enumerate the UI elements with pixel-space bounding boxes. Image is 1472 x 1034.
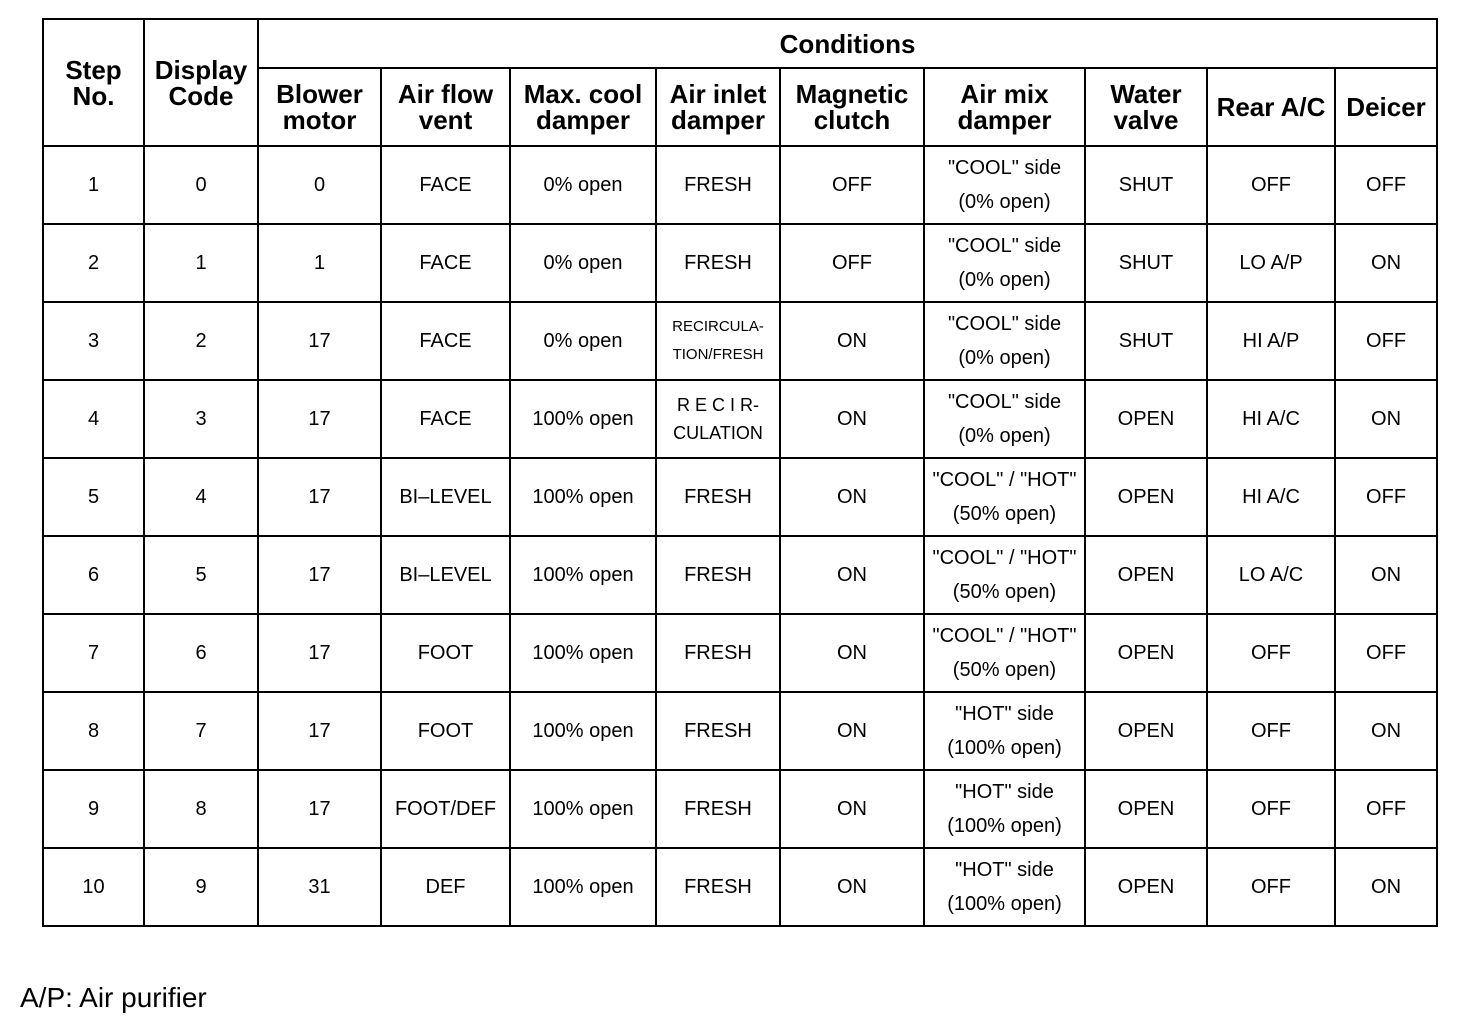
- cell-air-mix-damper: "HOT" side (100% open): [924, 848, 1085, 926]
- cell-air-inlet-damper: FRESH: [656, 536, 780, 614]
- cell-blower-motor: 0: [258, 146, 381, 224]
- cell-step: 3: [43, 302, 144, 380]
- cell-deicer: OFF: [1335, 146, 1437, 224]
- cell-air-mix-damper: "HOT" side (100% open): [924, 770, 1085, 848]
- cell-rear-ac: OFF: [1207, 692, 1335, 770]
- cell-magnetic-clutch: ON: [780, 380, 924, 458]
- cell-water-valve: SHUT: [1085, 146, 1207, 224]
- cell-magnetic-clutch: ON: [780, 692, 924, 770]
- cell-display-code: 2: [144, 302, 258, 380]
- cell-max-cool-damper: 100% open: [510, 380, 656, 458]
- cell-max-cool-damper: 0% open: [510, 224, 656, 302]
- header-magnetic-clutch: Magnetic clutch: [780, 68, 924, 146]
- cell-max-cool-damper: 0% open: [510, 302, 656, 380]
- cell-magnetic-clutch: ON: [780, 536, 924, 614]
- cell-air-inlet-damper: R E C I R- CULATION: [656, 380, 780, 458]
- cell-air-mix-damper: "COOL" / "HOT" (50% open): [924, 614, 1085, 692]
- cell-blower-motor: 31: [258, 848, 381, 926]
- cell-deicer: ON: [1335, 224, 1437, 302]
- table-row: [43, 302, 1437, 380]
- table-row: [43, 458, 1437, 536]
- cell-rear-ac: HI A/P: [1207, 302, 1335, 380]
- cell-air-inlet-damper: FRESH: [656, 692, 780, 770]
- table-row: [43, 848, 1437, 926]
- cell-deicer: OFF: [1335, 770, 1437, 848]
- cell-rear-ac: OFF: [1207, 614, 1335, 692]
- header-rear-ac: Rear A/C: [1207, 68, 1335, 146]
- cell-blower-motor: 17: [258, 536, 381, 614]
- cell-display-code: 6: [144, 614, 258, 692]
- cell-magnetic-clutch: ON: [780, 458, 924, 536]
- cell-deicer: OFF: [1335, 458, 1437, 536]
- cell-rear-ac: OFF: [1207, 146, 1335, 224]
- cell-air-mix-damper: "COOL" / "HOT" (50% open): [924, 458, 1085, 536]
- cell-deicer: ON: [1335, 380, 1437, 458]
- table-row: [43, 770, 1437, 848]
- cell-display-code: 1: [144, 224, 258, 302]
- cell-step: 4: [43, 380, 144, 458]
- cell-magnetic-clutch: ON: [780, 770, 924, 848]
- cell-deicer: ON: [1335, 692, 1437, 770]
- cell-magnetic-clutch: OFF: [780, 146, 924, 224]
- cell-water-valve: SHUT: [1085, 224, 1207, 302]
- cell-deicer: ON: [1335, 848, 1437, 926]
- cell-air-flow-vent: FOOT: [381, 692, 510, 770]
- cell-water-valve: OPEN: [1085, 614, 1207, 692]
- cell-air-inlet-damper: RECIRCULA- TION/FRESH: [656, 302, 780, 380]
- header-display-code: Display Code: [144, 19, 258, 146]
- table-row: [43, 224, 1437, 302]
- cell-max-cool-damper: 100% open: [510, 848, 656, 926]
- table-row: [43, 536, 1437, 614]
- cell-magnetic-clutch: OFF: [780, 224, 924, 302]
- header-air-inlet-damper: Air inlet damper: [656, 68, 780, 146]
- header-air-flow-vent: Air flow vent: [381, 68, 510, 146]
- cell-air-flow-vent: FACE: [381, 302, 510, 380]
- footnote: A/P: Air purifier: [20, 982, 207, 1013]
- cell-air-flow-vent: FACE: [381, 146, 510, 224]
- cell-rear-ac: HI A/C: [1207, 380, 1335, 458]
- cell-display-code: 4: [144, 458, 258, 536]
- cell-air-flow-vent: FACE: [381, 224, 510, 302]
- cell-step: 10: [43, 848, 144, 926]
- cell-display-code: 8: [144, 770, 258, 848]
- header-step-no: Step No.: [43, 19, 144, 146]
- cell-air-flow-vent: FOOT: [381, 614, 510, 692]
- cell-air-inlet-damper: FRESH: [656, 848, 780, 926]
- cell-max-cool-damper: 0% open: [510, 146, 656, 224]
- cell-display-code: 9: [144, 848, 258, 926]
- cell-rear-ac: HI A/C: [1207, 458, 1335, 536]
- cell-water-valve: OPEN: [1085, 848, 1207, 926]
- conditions-table: [42, 18, 1438, 927]
- header-conditions: Conditions: [258, 19, 1437, 68]
- cell-air-mix-damper: "COOL" side (0% open): [924, 380, 1085, 458]
- cell-blower-motor: 17: [258, 692, 381, 770]
- cell-air-flow-vent: BI–LEVEL: [381, 536, 510, 614]
- cell-max-cool-damper: 100% open: [510, 536, 656, 614]
- header-max-cool-damper: Max. cool damper: [510, 68, 656, 146]
- cell-max-cool-damper: 100% open: [510, 770, 656, 848]
- cell-deicer: OFF: [1335, 302, 1437, 380]
- cell-air-flow-vent: FACE: [381, 380, 510, 458]
- cell-air-inlet-damper: FRESH: [656, 770, 780, 848]
- cell-rear-ac: LO A/P: [1207, 224, 1335, 302]
- header-air-mix-damper: Air mix damper: [924, 68, 1085, 146]
- cell-blower-motor: 17: [258, 770, 381, 848]
- cell-air-inlet-damper: FRESH: [656, 146, 780, 224]
- cell-display-code: 3: [144, 380, 258, 458]
- cell-magnetic-clutch: ON: [780, 302, 924, 380]
- cell-step: 8: [43, 692, 144, 770]
- cell-air-mix-damper: "HOT" side (100% open): [924, 692, 1085, 770]
- cell-water-valve: OPEN: [1085, 770, 1207, 848]
- cell-step: 6: [43, 536, 144, 614]
- cell-air-mix-damper: "COOL" side (0% open): [924, 146, 1085, 224]
- cell-display-code: 5: [144, 536, 258, 614]
- cell-step: 1: [43, 146, 144, 224]
- cell-water-valve: OPEN: [1085, 692, 1207, 770]
- cell-step: 2: [43, 224, 144, 302]
- table-body: [43, 146, 1437, 926]
- cell-max-cool-damper: 100% open: [510, 458, 656, 536]
- table-row: [43, 692, 1437, 770]
- cell-blower-motor: 17: [258, 302, 381, 380]
- cell-blower-motor: 17: [258, 380, 381, 458]
- cell-deicer: OFF: [1335, 614, 1437, 692]
- cell-rear-ac: OFF: [1207, 848, 1335, 926]
- cell-step: 7: [43, 614, 144, 692]
- cell-air-flow-vent: FOOT/DEF: [381, 770, 510, 848]
- cell-air-inlet-damper: FRESH: [656, 224, 780, 302]
- cell-water-valve: OPEN: [1085, 536, 1207, 614]
- cell-display-code: 7: [144, 692, 258, 770]
- cell-air-flow-vent: BI–LEVEL: [381, 458, 510, 536]
- cell-air-mix-damper: "COOL" / "HOT" (50% open): [924, 536, 1085, 614]
- table-row: [43, 614, 1437, 692]
- cell-blower-motor: 17: [258, 458, 381, 536]
- cell-max-cool-damper: 100% open: [510, 614, 656, 692]
- table-row: [43, 146, 1437, 224]
- cell-step: 5: [43, 458, 144, 536]
- cell-water-valve: OPEN: [1085, 380, 1207, 458]
- cell-blower-motor: 17: [258, 614, 381, 692]
- header-blower-motor: Blower motor: [258, 68, 381, 146]
- cell-air-inlet-damper: FRESH: [656, 614, 780, 692]
- table-row: [43, 380, 1437, 458]
- cell-air-flow-vent: DEF: [381, 848, 510, 926]
- cell-air-mix-damper: "COOL" side (0% open): [924, 302, 1085, 380]
- header-water-valve: Water valve: [1085, 68, 1207, 146]
- cell-water-valve: SHUT: [1085, 302, 1207, 380]
- cell-air-mix-damper: "COOL" side (0% open): [924, 224, 1085, 302]
- cell-max-cool-damper: 100% open: [510, 692, 656, 770]
- cell-air-inlet-damper: FRESH: [656, 458, 780, 536]
- cell-step: 9: [43, 770, 144, 848]
- cell-magnetic-clutch: ON: [780, 614, 924, 692]
- cell-deicer: ON: [1335, 536, 1437, 614]
- cell-magnetic-clutch: ON: [780, 848, 924, 926]
- cell-blower-motor: 1: [258, 224, 381, 302]
- header-deicer: Deicer: [1335, 68, 1437, 146]
- cell-water-valve: OPEN: [1085, 458, 1207, 536]
- cell-rear-ac: OFF: [1207, 770, 1335, 848]
- cell-display-code: 0: [144, 146, 258, 224]
- cell-rear-ac: LO A/C: [1207, 536, 1335, 614]
